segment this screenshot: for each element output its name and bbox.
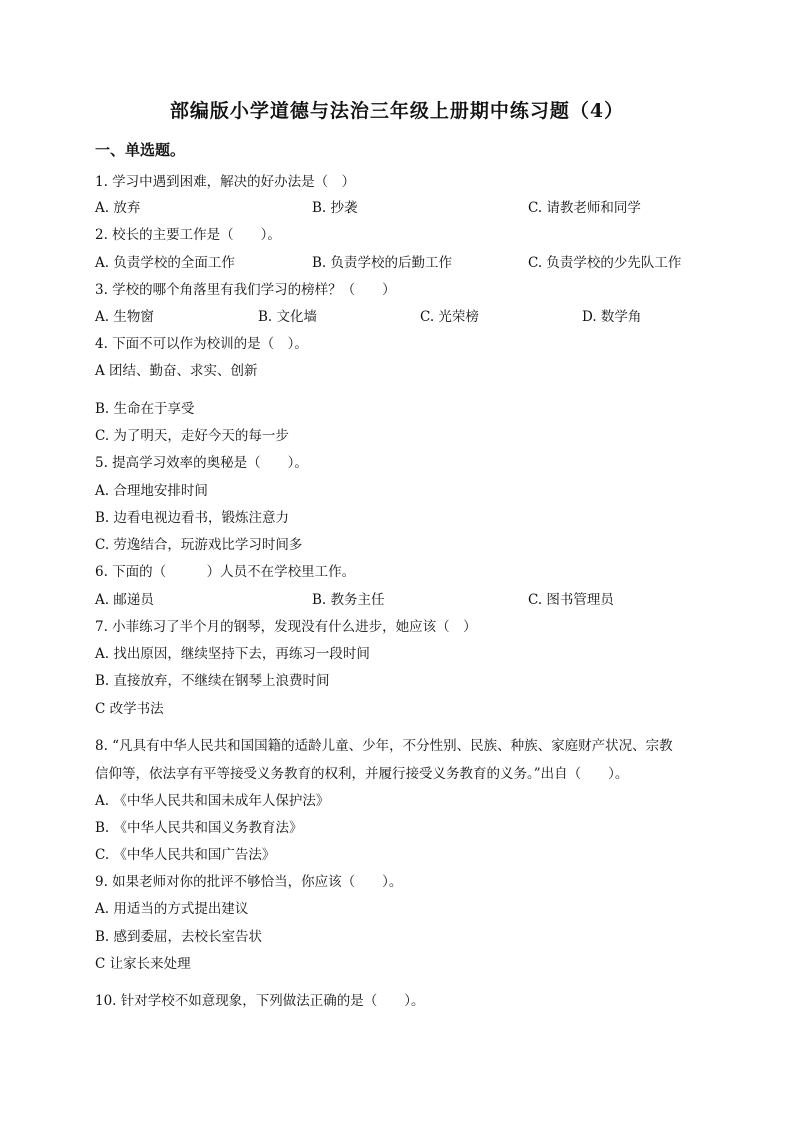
question-4-option-b: B. 生命在于享受 [95,401,195,417]
question-4-option-a: A 团结、勤奋、求实、创新 [95,363,258,379]
question-1-option-b: B. 抄袭 [312,200,358,216]
question-7-option-b: B. 直接放弃，不继续在钢琴上浪费时间 [95,673,330,689]
question-2-option-c: C. 负责学校的少先队工作 [528,255,682,271]
question-9-option-c: C 让家长来处理 [95,956,191,972]
question-5-option-c: C. 劳逸结合，玩游戏比学习时间多 [95,537,303,553]
question-10-stem: 10. 针对学校不如意现象，下列做法正确的是（ ）。 [95,993,425,1009]
question-1-stem: 1. 学习中遇到困难，解决的好办法是（ ） [95,174,356,190]
question-9-option-b: B. 感到委屈，去校长室告状 [95,929,263,945]
question-9-stem: 9. 如果老师对你的批评不够恰当，你应该（ ）。 [95,874,403,890]
question-3-option-a: A. 生物窗 [95,309,154,325]
question-8-option-b: B. 《中华人民共和国义务教育法》 [95,820,303,836]
question-1-option-c: C. 请教老师和同学 [528,200,641,216]
question-1-option-a: A. 放弃 [95,200,141,216]
question-7-stem: 7. 小菲练习了半个月的钢琴，发现没有什么进步，她应该（ ） [95,619,477,635]
question-5-option-b: B. 边看电视边看书，锻炼注意力 [95,510,290,526]
question-6-option-c: C. 图书管理员 [528,592,614,608]
question-3-option-c: C. 光荣榜 [420,309,479,325]
question-7-option-c: C 改学书法 [95,701,164,717]
question-6-option-a: A. 邮递员 [95,592,154,608]
question-4-stem: 4. 下面不可以作为校训的是（ ）。 [95,336,308,352]
question-5-stem: 5. 提高学习效率的奥秘是（ ）。 [95,455,308,471]
section-heading: 一、单选题。 [95,141,186,159]
question-9-option-a: A. 用适当的方式提出建议 [95,901,249,917]
question-2-option-b: B. 负责学校的后勤工作 [312,255,453,271]
question-8-option-c: C. 《中华人民共和国广告法》 [95,847,276,863]
question-3-option-b: B. 文化墙 [258,309,318,325]
question-2-stem: 2. 校长的主要工作是（ ）。 [95,227,281,243]
question-5-option-a: A. 合理地安排时间 [95,483,208,499]
question-6-stem: 6. 下面的（ ）人员不在学校里工作。 [95,564,356,580]
page-title: 部编版小学道德与法治三年级上册期中练习题（4） [169,100,625,122]
question-7-option-a: A. 找出原因，继续坚持下去，再练习一段时间 [95,646,370,662]
question-2-option-a: A. 负责学校的全面工作 [95,255,235,271]
question-8-stem-line-2: 信仰等，依法享有平等接受义务教育的权利，并履行接受义务教育的义务。”出自（ ）。 [95,766,629,782]
question-4-option-c: C. 为了明天，走好今天的每一步 [95,428,289,444]
question-8-stem-line-1: 8. “凡具有中华人民共和国国籍的适龄儿童、少年，不分性别、民族、种族、家庭财产状况、宗教 [95,738,673,754]
question-8-option-a: A. 《中华人民共和国未成年人保护法》 [95,793,330,809]
question-3-stem: 3. 学校的哪个角落里有我们学习的榜样？（ ） [95,282,396,298]
question-6-option-b: B. 教务主任 [312,592,385,608]
question-3-option-d: D. 数学角 [582,309,642,325]
